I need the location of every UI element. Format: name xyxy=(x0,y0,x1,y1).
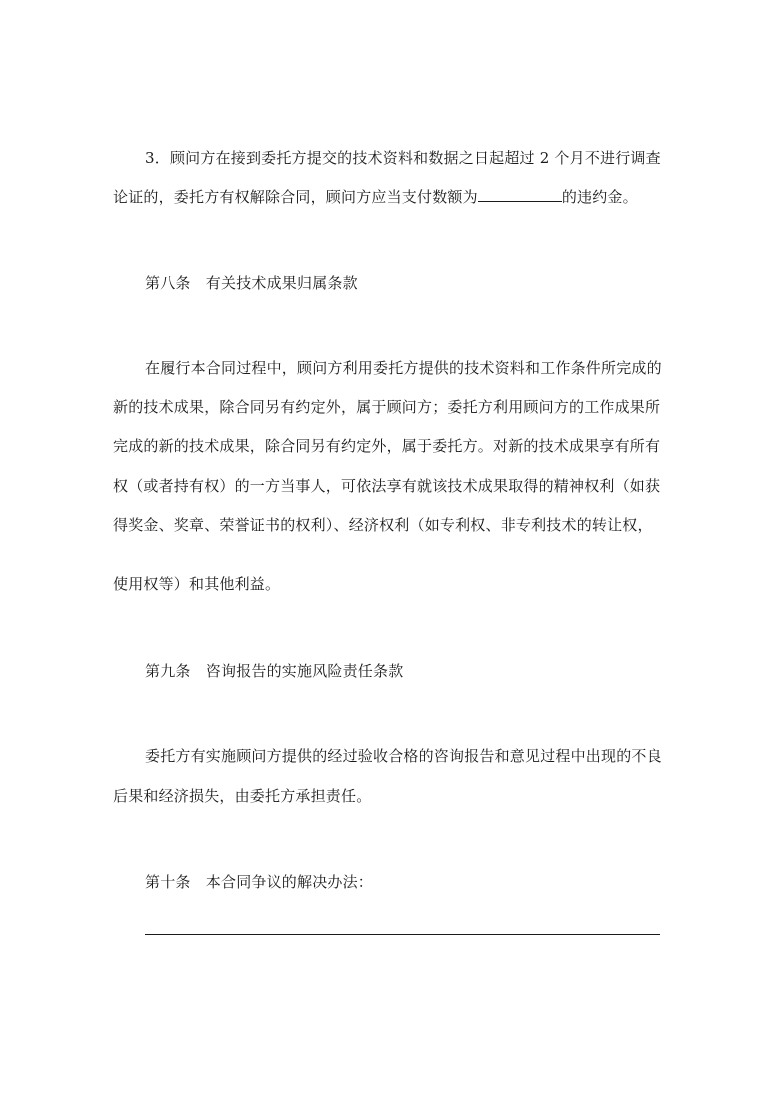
article8-line: 完成的新的技术成果，除合同另有约定外，属于委托方。对新的技术成果享有所有 xyxy=(113,437,661,455)
article8-line: 在履行本合同过程中，顾问方利用委托方提供的技术资料和工作条件所完成的 xyxy=(145,359,662,377)
article9-heading: 第九条 咨询报告的实施风险责任条款 xyxy=(145,662,404,680)
article8-line: 权（或者持有权）的一方当事人，可依法享有就该技术成果取得的精神权利（如获 xyxy=(113,477,661,495)
dispute-resolution-blank-line xyxy=(145,934,660,935)
article8-line: 使用权等）和其他利益。 xyxy=(113,575,281,593)
article10-heading: 第十条 本合同争议的解决办法： xyxy=(145,873,374,891)
article9-line: 后果和经济损失，由委托方承担责任。 xyxy=(113,787,372,805)
clause7-item3-line1: 3．顾问方在接到委托方提交的技术资料和数据之日起超过 2 个月不进行调查 xyxy=(145,149,661,167)
clause7-item3-line2-before: 论证的，委托方有权解除合同，顾问方应当支付数额为 xyxy=(113,188,478,206)
article9-line: 委托方有实施顾问方提供的经过验收合格的咨询报告和意见过程中出现的不良 xyxy=(145,747,662,765)
article8-line: 新的技术成果，除合同另有约定外，属于顾问方；委托方利用顾问方的工作成果所 xyxy=(113,398,661,416)
clause7-item3-line2-after: 的违约金。 xyxy=(561,188,638,206)
penalty-amount-blank xyxy=(478,187,562,202)
article8-line: 得奖金、奖章、荣誉证书的权利）、经济权利（如专利权、非专利技术的转让权， xyxy=(113,516,653,534)
clause7-item3-line2 xyxy=(113,187,673,207)
article8-heading: 第八条 有关技术成果归属条款 xyxy=(145,274,358,292)
